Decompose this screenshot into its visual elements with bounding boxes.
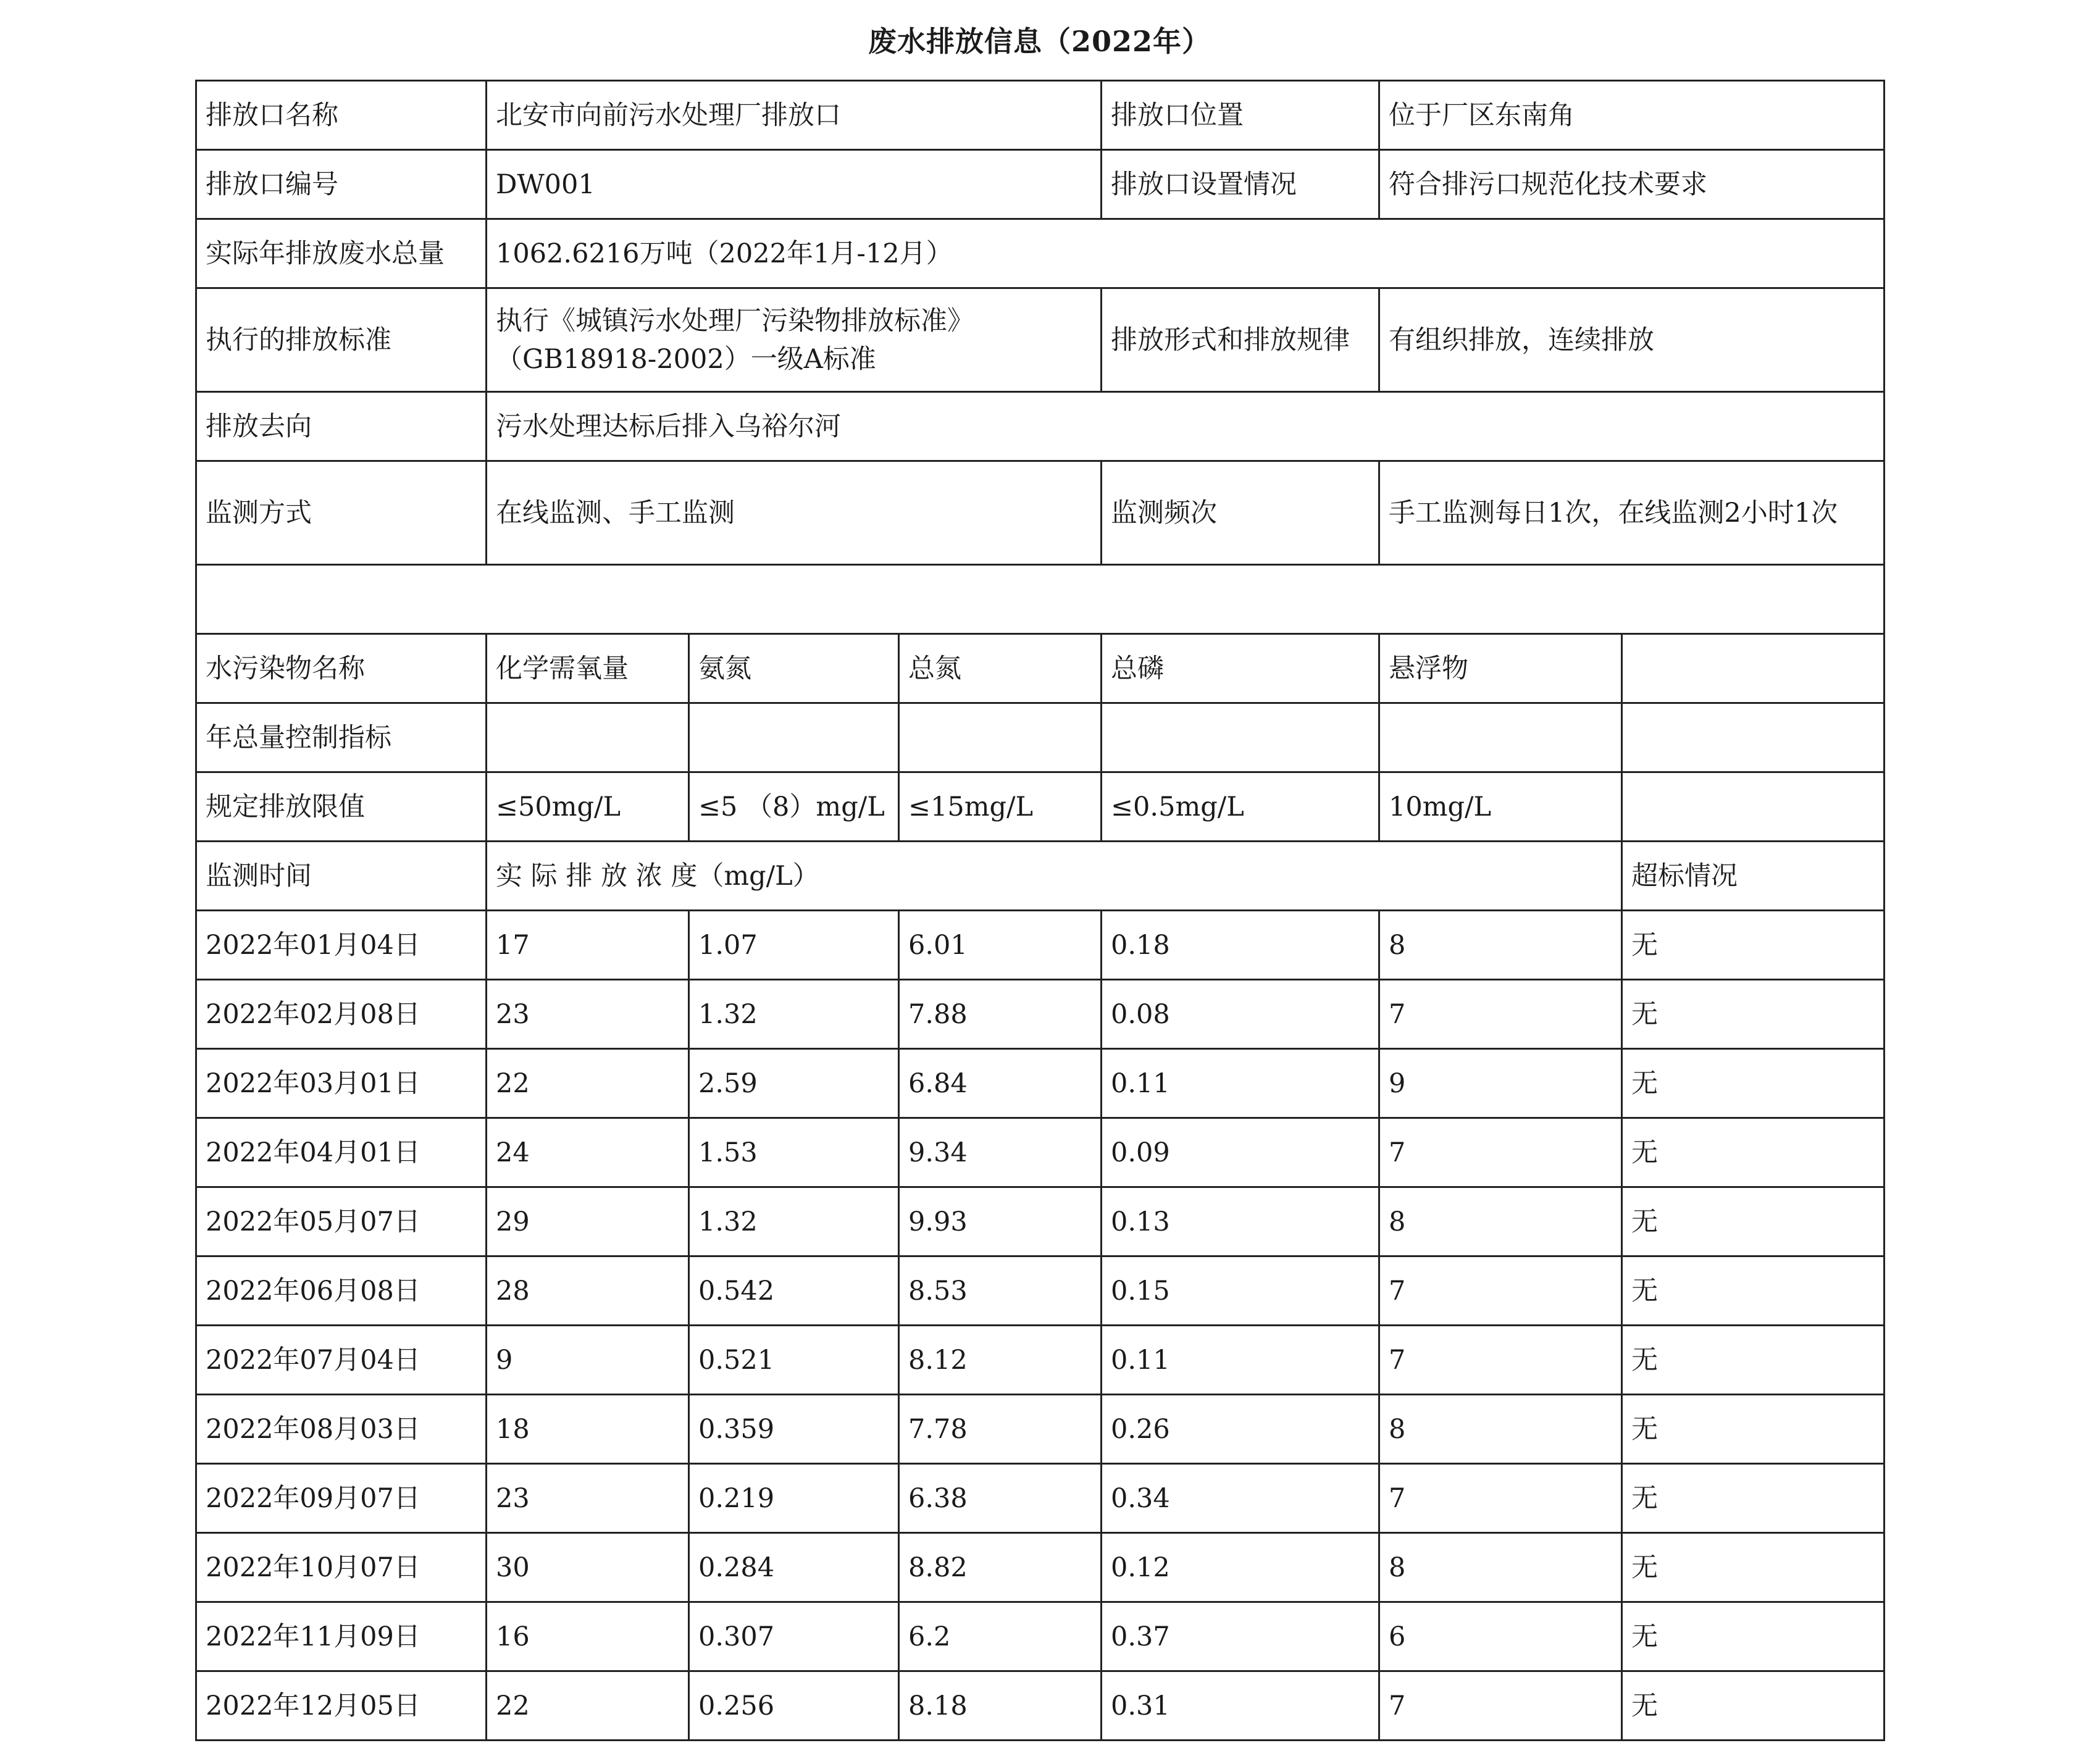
info-row-standard (196, 288, 1884, 392)
cell-tp: 0.15 (1102, 1256, 1379, 1326)
cell-tn: 8.53 (899, 1256, 1102, 1326)
cell-tn: 6.84 (899, 1049, 1102, 1118)
cell-date: 2022年12月05日 (196, 1671, 487, 1741)
cell-nh3n: 0.256 (689, 1671, 899, 1741)
limit-label: 规定排放限值 (196, 772, 487, 842)
cell-ss: 9 (1379, 1049, 1622, 1118)
page-title: 废水排放信息（2022年） (868, 25, 1211, 58)
standard-label: 执行的排放标准 (196, 288, 487, 392)
cell-tn: 9.34 (899, 1118, 1102, 1187)
cell-date: 2022年07月04日 (196, 1326, 487, 1395)
cell-tn: 7.88 (899, 980, 1102, 1049)
cell-ss: 7 (1379, 1256, 1622, 1326)
cell-exceed: 无 (1622, 1326, 1884, 1395)
limit-cod: ≤50mg/L (487, 772, 689, 842)
cell-tn: 9.93 (899, 1187, 1102, 1256)
cell-nh3n: 1.32 (689, 980, 899, 1049)
cell-nh3n: 0.521 (689, 1326, 899, 1395)
cell-tp: 0.37 (1102, 1602, 1379, 1671)
spacer-cell (196, 565, 1884, 634)
pollutant-name-ss: 悬浮物 (1379, 634, 1622, 703)
outlet-code-value: DW001 (487, 150, 1102, 219)
limit-extra (1622, 772, 1884, 842)
discharge-table (195, 80, 1885, 1741)
info-row-monitoring (196, 461, 1884, 565)
standard-value: 执行《城镇污水处理厂污染物排放标准》（GB18918-2002）一级A标准 (487, 288, 1102, 392)
table-row (196, 911, 1884, 980)
table-row (196, 980, 1884, 1049)
cell-cod: 9 (487, 1326, 689, 1395)
destination-value: 污水处理达标后排入乌裕尔河 (487, 392, 1884, 461)
pollutant-names-row (196, 634, 1884, 703)
cell-tn: 8.12 (899, 1326, 1102, 1395)
monitoring-freq-label: 监测频次 (1102, 461, 1379, 565)
cell-ss: 6 (1379, 1602, 1622, 1671)
table-row (196, 1602, 1884, 1671)
annual-control-extra (1622, 703, 1884, 772)
cell-nh3n: 1.07 (689, 911, 899, 980)
pollutant-name-cod: 化学需氧量 (487, 634, 689, 703)
cell-exceed: 无 (1622, 980, 1884, 1049)
cell-ss: 8 (1379, 1395, 1622, 1464)
cell-tp: 0.08 (1102, 980, 1379, 1049)
annual-total-label: 实际年排放废水总量 (196, 219, 487, 288)
cell-date: 2022年08月03日 (196, 1395, 487, 1464)
pollutant-name-extra (1622, 634, 1884, 703)
cell-date: 2022年09月07日 (196, 1464, 487, 1533)
annual-control-cod (487, 703, 689, 772)
cell-tp: 0.18 (1102, 911, 1379, 980)
cell-cod: 24 (487, 1118, 689, 1187)
cell-cod: 22 (487, 1049, 689, 1118)
pollutant-name-tp: 总磷 (1102, 634, 1379, 703)
cell-nh3n: 0.542 (689, 1256, 899, 1326)
outlet-location-label: 排放口位置 (1102, 81, 1379, 150)
info-row-outlet-code (196, 150, 1884, 219)
annual-control-row (196, 703, 1884, 772)
table-row (196, 1049, 1884, 1118)
outlet-setup-label: 排放口设置情况 (1102, 150, 1379, 219)
cell-exceed: 无 (1622, 1602, 1884, 1671)
cell-exceed: 无 (1622, 1187, 1884, 1256)
outlet-code-label: 排放口编号 (196, 150, 487, 219)
cell-date: 2022年01月04日 (196, 911, 487, 980)
outlet-name-value: 北安市向前污水处理厂排放口 (487, 81, 1102, 150)
cell-date: 2022年10月07日 (196, 1533, 487, 1602)
monitoring-method-value: 在线监测、手工监测 (487, 461, 1102, 565)
cell-cod: 16 (487, 1602, 689, 1671)
cell-tp: 0.13 (1102, 1187, 1379, 1256)
destination-label: 排放去向 (196, 392, 487, 461)
monitoring-time-label: 监测时间 (196, 842, 487, 911)
cell-tn: 7.78 (899, 1395, 1102, 1464)
cell-exceed: 无 (1622, 1671, 1884, 1741)
cell-tp: 0.31 (1102, 1671, 1379, 1741)
table-row (196, 1533, 1884, 1602)
cell-exceed: 无 (1622, 1533, 1884, 1602)
cell-cod: 28 (487, 1256, 689, 1326)
cell-exceed: 无 (1622, 1118, 1884, 1187)
info-row-outlet-name (196, 81, 1884, 150)
discharge-mode-value: 有组织排放，连续排放 (1379, 288, 1884, 392)
outlet-location-value: 位于厂区东南角 (1379, 81, 1884, 150)
table-row (196, 1118, 1884, 1187)
cell-ss: 7 (1379, 1118, 1622, 1187)
exceed-label: 超标情况 (1622, 842, 1884, 911)
cell-nh3n: 1.53 (689, 1118, 899, 1187)
cell-date: 2022年02月08日 (196, 980, 487, 1049)
cell-date: 2022年03月01日 (196, 1049, 487, 1118)
pollutant-name-nh3n: 氨氮 (689, 634, 899, 703)
cell-ss: 7 (1379, 1464, 1622, 1533)
cell-nh3n: 0.219 (689, 1464, 899, 1533)
outlet-setup-value: 符合排污口规范化技术要求 (1379, 150, 1884, 219)
table-row (196, 1256, 1884, 1326)
annual-control-nh3n (689, 703, 899, 772)
limit-tn: ≤15mg/L (899, 772, 1102, 842)
cell-tp: 0.26 (1102, 1395, 1379, 1464)
cell-ss: 7 (1379, 1671, 1622, 1741)
cell-cod: 22 (487, 1671, 689, 1741)
cell-exceed: 无 (1622, 1256, 1884, 1326)
cell-date: 2022年04月01日 (196, 1118, 487, 1187)
annual-control-label: 年总量控制指标 (196, 703, 487, 772)
measurement-rows (196, 911, 1884, 1741)
cell-nh3n: 0.307 (689, 1602, 899, 1671)
cell-tn: 6.01 (899, 911, 1102, 980)
limit-ss: 10mg/L (1379, 772, 1622, 842)
cell-exceed: 无 (1622, 1464, 1884, 1533)
cell-tn: 6.2 (899, 1602, 1102, 1671)
cell-exceed: 无 (1622, 1395, 1884, 1464)
discharge-mode-label: 排放形式和排放规律 (1102, 288, 1379, 392)
outlet-name-label: 排放口名称 (196, 81, 487, 150)
cell-nh3n: 0.284 (689, 1533, 899, 1602)
cell-cod: 23 (487, 980, 689, 1049)
cell-ss: 8 (1379, 911, 1622, 980)
cell-exceed: 无 (1622, 1049, 1884, 1118)
table-row (196, 1187, 1884, 1256)
cell-tn: 6.38 (899, 1464, 1102, 1533)
annual-total-value: 1062.6216万吨（2022年1月-12月） (487, 219, 1884, 288)
pollutant-header-label: 水污染物名称 (196, 634, 487, 703)
cell-nh3n: 0.359 (689, 1395, 899, 1464)
cell-ss: 7 (1379, 980, 1622, 1049)
limit-nh3n: ≤5 （8）mg/L (689, 772, 899, 842)
annual-control-tn (899, 703, 1102, 772)
monitoring-freq-value: 手工监测每日1次，在线监测2小时1次 (1379, 461, 1884, 565)
table-row (196, 1395, 1884, 1464)
info-row-annual-total (196, 219, 1884, 288)
cell-exceed: 无 (1622, 911, 1884, 980)
cell-tp: 0.11 (1102, 1049, 1379, 1118)
cell-cod: 29 (487, 1187, 689, 1256)
limit-tp: ≤0.5mg/L (1102, 772, 1379, 842)
limits-row (196, 772, 1884, 842)
spacer-row (196, 565, 1884, 634)
cell-date: 2022年05月07日 (196, 1187, 487, 1256)
cell-date: 2022年11月09日 (196, 1602, 487, 1671)
cell-tp: 0.12 (1102, 1533, 1379, 1602)
cell-cod: 30 (487, 1533, 689, 1602)
cell-tp: 0.34 (1102, 1464, 1379, 1533)
monitoring-method-label: 监测方式 (196, 461, 487, 565)
table-row (196, 1326, 1884, 1395)
concentration-label: 实 际 排 放 浓 度（mg/L） (487, 842, 1622, 911)
pollutant-name-tn: 总氮 (899, 634, 1102, 703)
cell-cod: 23 (487, 1464, 689, 1533)
cell-nh3n: 1.32 (689, 1187, 899, 1256)
table-row (196, 1464, 1884, 1533)
cell-tn: 8.82 (899, 1533, 1102, 1602)
cell-ss: 8 (1379, 1533, 1622, 1602)
cell-cod: 18 (487, 1395, 689, 1464)
table-row (196, 1671, 1884, 1741)
measurement-header-row (196, 842, 1884, 911)
cell-tp: 0.09 (1102, 1118, 1379, 1187)
cell-nh3n: 2.59 (689, 1049, 899, 1118)
cell-ss: 7 (1379, 1326, 1622, 1395)
cell-tn: 8.18 (899, 1671, 1102, 1741)
cell-ss: 8 (1379, 1187, 1622, 1256)
cell-tp: 0.11 (1102, 1326, 1379, 1395)
info-row-destination (196, 392, 1884, 461)
annual-control-tp (1102, 703, 1379, 772)
cell-cod: 17 (487, 911, 689, 980)
cell-date: 2022年06月08日 (196, 1256, 487, 1326)
annual-control-ss (1379, 703, 1622, 772)
